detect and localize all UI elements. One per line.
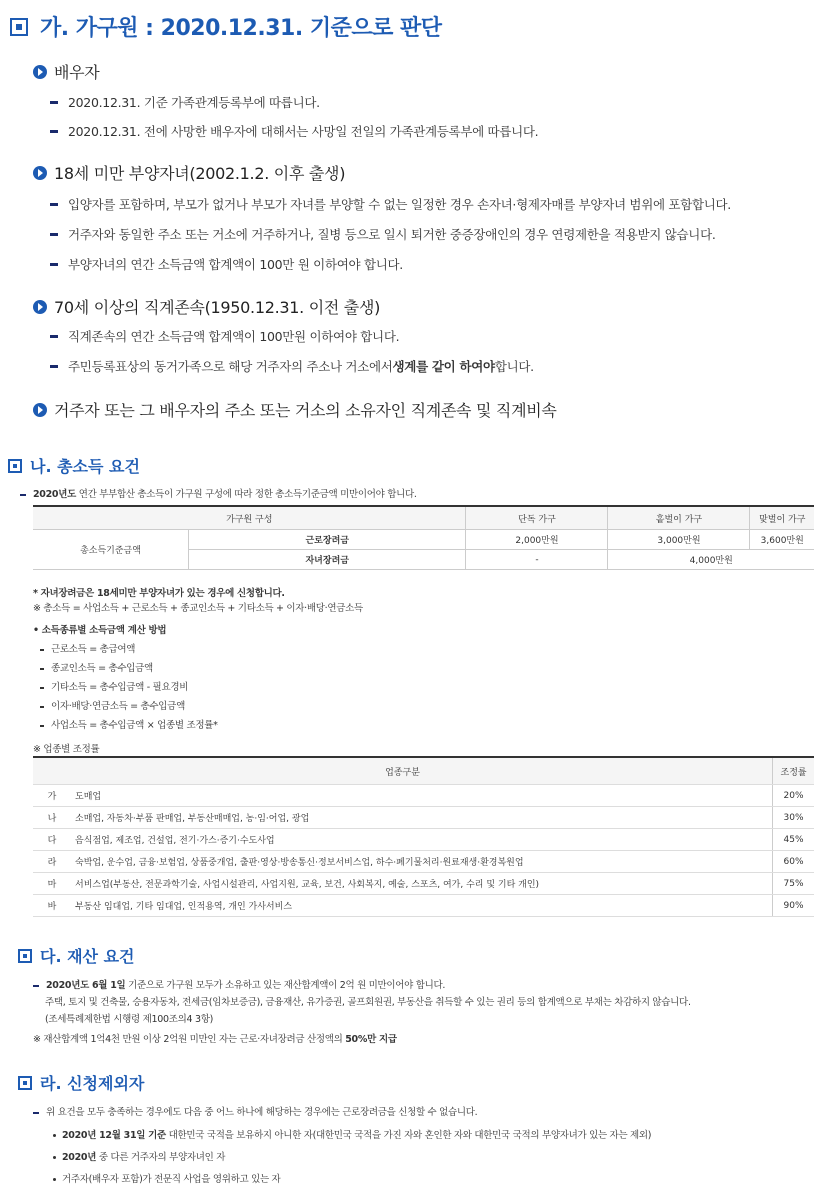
assets-heading: 다. 재산 요건 [18,944,135,967]
dash-icon [50,335,58,338]
list-item: 거주자(배우자 포함)가 전문직 사업을 영위하고 있는 자 [53,1171,280,1185]
page-title: 가. 가구원 : 2020.12.31. 기준으로 판단 [40,16,442,41]
child-note: * 자녀장려금은 18세미만 부양자녀가 있는 경우에 신청합니다. [33,588,285,599]
list-item: 부양자녀의 연간 소득금액 합계액이 100만 원 이하여야 합니다. [50,255,403,273]
play-arrow-icon [33,166,47,180]
owner-heading: 거주자 또는 그 배우자의 주소 또는 거소의 소유자인 직계존속 및 직계비속 [33,398,557,421]
assets-line2: 주택, 토지 및 건축물, 승용자동차, 전세금(임차보증금), 금융재산, 유가증권, 골프회원권, 부동산을 취득할 수 있는 권리 등의 합계액으로 부채는 차감하지 않습니다. [45,997,691,1008]
table-row: 라 숙박업, 운수업, 금융·보험업, 상품중개업, 출판·영상·방송통신·정보서비스업, 하수·폐기물처리·원료재생·환경복원업 60% [33,851,814,873]
table-header: 업종구분 조정률 [33,757,814,785]
list-item: 사업소득 = 총수입금액 × 업종별 조정률* [40,717,218,731]
exclusion-intro: 위 요건을 모두 충족하는 경우에도 다음 중 어느 하나에 해당하는 경우에는 근로장려금을 신청할 수 없습니다. [33,1104,477,1118]
list-item: 거주자와 동일한 주소 또는 거소에 거주하거나, 질병 등으로 일시 퇴거한 중증장애인의 경우 연령제한을 적용받지 않습니다. [50,225,716,243]
spouse-heading: 배우자 [33,60,99,83]
calc-title: • 소득종류별 소득금액 계산 방법 [33,625,167,636]
play-arrow-icon [33,300,47,314]
table-row: 가 도매업 20% [33,785,814,807]
dash-icon [50,263,58,266]
table-row: 나 소매업, 자동차·부품 판매업, 부동산매매업, 농·임·어업, 광업 30% [33,807,814,829]
assets-note: ※ 재산합계액 1억4천 만원 이상 2억원 미만인 자는 근로·자녀장려금 산정액의 50%만 지급 [33,1034,397,1045]
list-item: 직계존속의 연간 소득금액 합계액이 100만원 이하여야 합니다. [50,327,399,345]
play-arrow-icon [33,403,47,417]
dash-icon [33,985,39,987]
square-bullet-icon [18,949,32,963]
square-bullet-icon [8,459,22,473]
table-header: 가구원 구성 단독 가구 홑벌이 가구 맞벌이 가구 [33,506,814,530]
square-bullet-icon [18,1076,32,1090]
list-item: 2020.12.31. 전에 사망한 배우자에 대해서는 사망일 전일의 가족관계등록부에 따릅니다. [50,122,538,140]
list-item: 2020년 12월 31일 기준 대한민국 국적을 보유하지 아니한 자(대한민국 국적을 가진 자와 혼인한 자와 대한민국 국적의 부양자녀가 있는 자는 제외) [53,1127,651,1141]
bullet-icon [53,1134,56,1137]
exclusion-heading: 라. 신청제외자 [18,1071,144,1094]
adjustment-table [33,756,814,917]
dash-icon [50,130,58,133]
income-heading: 나. 총소득 요건 [8,454,140,477]
list-item: 근로소득 = 총급여액 [40,641,135,655]
list-item: 2020년 중 다른 거주자의 부양자녀인 자 [53,1149,225,1163]
list-item: 2020.12.31. 기준 가족관계등록부에 따릅니다. [50,93,320,111]
table-row: 다 음식점업, 제조업, 건설업, 전기·가스·증기·수도사업 45% [33,829,814,851]
dash-icon [50,365,58,368]
list-item: 기타소득 = 총수입금액 - 필요경비 [40,679,188,693]
list-item: 이자·배당·연금소득 = 총수입금액 [40,698,185,712]
list-item: 종교인소득 = 총수입금액 [40,660,153,674]
dash-icon [20,494,26,496]
ancestor-heading: 70세 이상의 직계존속(1950.12.31. 이전 출생) [33,295,380,318]
child-heading: 18세 미만 부양자녀(2002.1.2. 이후 출생) [33,161,345,184]
square-bullet-icon [10,18,28,36]
adj-label: ※ 업종별 조정률 [33,744,100,755]
table-row: 바 부동산 임대업, 기타 임대업, 인적용역, 개인 가사서비스 90% [33,895,814,917]
dash-icon [50,233,58,236]
table-row: 자녀장려금 - 4,000만원 [33,550,814,570]
play-arrow-icon [33,65,47,79]
total-income-note: ※ 총소득 = 사업소득 + 근로소득 + 종교인소득 + 기타소득 + 이자·배당·연금소득 [33,603,363,614]
income-table [33,505,814,570]
table-row: 총소득기준금액 근로장려금 2,000만원 3,000만원 3,600만원 [33,530,814,550]
assets-line3: (조세특례제한법 시행령 제100조의4 3항) [45,1014,213,1025]
main-heading [10,11,442,42]
assets-line1: 2020년도 6월 1일 기준으로 가구원 모두가 소유하고 있는 재산합계액이 2억 원 미만이어야 합니다. [33,977,445,991]
table-row: 마 서비스업(부동산, 전문과학기술, 사업시설관리, 사업지원, 교육, 보건, 사회복지, 예술, 스포츠, 여가, 수리 및 기타 개인) 75% [33,873,814,895]
dash-icon [50,203,58,206]
dash-icon [33,1112,39,1114]
list-item: 입양자를 포함하며, 부모가 없거나 부모가 자녀를 부양할 수 없는 일정한 경우 손자녀·형제자매를 부양자녀 범위에 포함합니다. [50,195,731,213]
bullet-icon [53,1178,56,1181]
list-item: 주민등록표상의 동거가족으로 해당 거주자의 주소나 거소에서 생계를 같이 하여야 합니다. [50,357,534,375]
income-intro: 2020년도 연간 부부합산 총소득이 가구원 구성에 따라 정한 총소득기준금액 미만이어야 합니다. [20,486,417,500]
bullet-icon [53,1156,56,1159]
dash-icon [50,101,58,104]
